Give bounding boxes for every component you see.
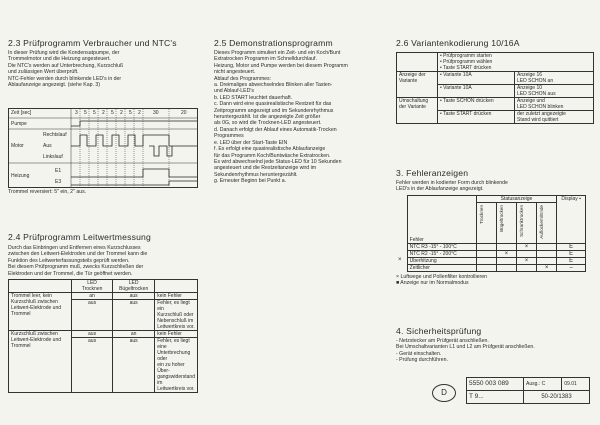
text-line: Bei diesem Prüfprogramm muß, zwecks Kurzschließen der <box>8 264 144 271</box>
text-line: Ablauf des Programmes: <box>214 75 272 82</box>
section-3-title: 3. Fehleranzeigen <box>396 168 469 178</box>
title-block <box>466 377 590 404</box>
table-cell: Kurzschluß zwischen Leitwert-Elektrode und Trommel <box>9 331 72 393</box>
table-cell: NTC R3 -15° - 100°C <box>407 243 476 250</box>
table-cell: NTC R2 -15° - 200°C <box>407 250 476 257</box>
model-label: T 9... <box>467 391 524 404</box>
table-cell: Fehler, es liegt eine Unterbrechung oder ein zu hoher Über- gangswiderstand im Leitwertkreis vor. <box>155 338 198 393</box>
table-cell: • Taste SCHON drücken <box>438 98 515 111</box>
row-label-e3: E3 <box>55 179 62 185</box>
table-cell: E <box>557 257 586 264</box>
text-line: - Prüfung durchführen. <box>396 357 448 364</box>
table-header: Bügeltrocken <box>496 202 516 243</box>
text-line: d. Danach erfolgt der Ablauf eines Automatik-Trocken <box>214 126 337 133</box>
table-cell: aus <box>113 338 155 393</box>
table-cell: aus <box>72 338 113 393</box>
table-cell: kein Fehler <box>155 331 198 338</box>
table-cell: Anzeige und LED SCHON blinken <box>515 98 594 111</box>
table-cell: Zeitlicher <box>407 264 476 271</box>
table-header <box>155 280 198 293</box>
text-line: Trommelmotor und die Heizung angesteuert. <box>8 56 111 63</box>
table-cell: Anzeige der Variante <box>397 72 438 98</box>
table-cell: Trommel leer, kein Kurzschluß zwischen Leitwert-Elektrode und Trommel <box>9 293 72 331</box>
edition-label: Ausg.: C <box>524 378 562 391</box>
section-2-4-title: 2.4 Prüfprogramm Leitwertmessung <box>8 232 152 242</box>
section-2-4 <box>8 232 198 393</box>
table-header: Schranktrocken <box>516 202 536 243</box>
section-2-5-title: 2.5 Demonstrationsprogramm <box>214 38 333 48</box>
table-cell: aus <box>72 300 113 331</box>
section-2-3-text <box>8 50 177 88</box>
table-cell: Anzeige 16 LED SCHON an <box>515 72 594 85</box>
table-header: Statusanzeige <box>476 195 557 202</box>
text-line: für das Programm Koch/Buntwäsche Extratrocken. <box>214 152 331 159</box>
table-cell <box>396 243 407 250</box>
table-row <box>397 53 594 72</box>
table-cell <box>496 243 516 250</box>
table-cell <box>396 264 407 271</box>
row-label-pumpe: Pumpe <box>11 121 27 127</box>
table-cell <box>537 250 557 257</box>
table-row <box>396 250 586 257</box>
table-cell: – <box>557 264 586 271</box>
text-line: heruntergezählt. Ist die angezeigte Zeit größer <box>214 114 321 121</box>
language-badge: D <box>432 384 456 402</box>
text-line: zwischen den Leitwert-Elektroden und der Trommel kann die <box>8 251 148 258</box>
section-2-3-title: 2.3 Prüfprogramm Verbraucher und NTC's <box>8 38 177 48</box>
table-cell: × <box>398 257 402 264</box>
text-line: Die NTC's werden auf Unterbrechung, Kurzschluß <box>8 62 124 69</box>
table-header: LED Trocknen <box>72 280 113 293</box>
table-cell <box>496 257 516 264</box>
note-line: ■ Anzeige nur im Normalmodus <box>396 280 469 287</box>
text-line: angesteuert und die Restzeitanzeige wird im <box>214 165 317 172</box>
table-cell: × <box>537 264 557 271</box>
table-row <box>467 391 590 404</box>
text-line: Bei Umschaltvarianten L1 und L2 am Prüfgerät anschließen. <box>396 344 535 351</box>
text-line: Sekundenrhythmus heruntergezählt. <box>214 171 298 178</box>
text-line: Durch das Einbringen und Entfernen eines Kurzschlusses <box>8 245 141 251</box>
section-2-5-text <box>214 50 390 185</box>
text-line: In dieser Prüfung wird die Kondensatpumpe, der <box>8 50 120 56</box>
text-line: c. Dann wird eine quasirealistische Restzeit für das <box>214 101 332 108</box>
text-line: und Ablauf-LED's <box>214 88 254 95</box>
table-cell <box>516 250 536 257</box>
leitwert-table <box>8 279 198 393</box>
text-line: Ablaufanzeige angezeigt. (siehe Kap. 3) <box>8 82 100 89</box>
table-cell: der zuletzt angezeigte Stand wird quittiert <box>515 111 594 124</box>
time-tick: 5 <box>111 110 114 116</box>
text-line: nicht angesteuert. <box>214 69 256 76</box>
section-4 <box>396 326 594 364</box>
table-cell: an <box>113 331 155 338</box>
text-line: Programmes <box>214 133 244 140</box>
text-line: f. Es erfolgt eine quasirealistische Ablaufanzeige <box>214 146 326 153</box>
text-line: als 0G, so wird die Trocknen-LED angesteuert. <box>214 120 322 127</box>
time-tick: 3 <box>75 110 78 116</box>
zeit-label: Zeit [sec] <box>11 110 32 116</box>
table-cell: an <box>72 293 113 300</box>
table-row <box>9 293 198 300</box>
table-cell <box>496 264 516 271</box>
document-code: 50-20/1383 <box>524 391 590 404</box>
row-label-rechtslauf: Rechtslauf <box>43 132 67 138</box>
time-tick: 5 <box>93 110 96 116</box>
table-cell <box>476 250 496 257</box>
time-tick: 2 <box>120 110 123 116</box>
table-cell: E <box>557 243 586 250</box>
table-cell: aus <box>72 331 113 338</box>
table-header-row <box>396 195 586 202</box>
table-cell: aus <box>113 300 155 331</box>
document-number: 5550 003 089 <box>467 378 524 391</box>
text-line: Zeitprogramm angezeigt und im Sekundenrhythmus <box>214 107 334 114</box>
section-2-3 <box>8 38 177 88</box>
table-cell <box>396 195 407 243</box>
table-cell <box>397 53 438 72</box>
text-line: Heizung, Motor und Pumpe werden bei diesem Programm <box>214 62 348 69</box>
list-item: • Prüfprogramm wählen <box>440 59 493 65</box>
section-2-6-title: 2.6 Variantenkodierung 10/16A <box>396 38 520 48</box>
text-line: g. Erneuter Beginn bei Punkt a. <box>214 178 287 185</box>
time-tick: 2 <box>102 110 105 116</box>
time-tick: 2 <box>138 110 141 116</box>
fehler-notes <box>396 274 594 287</box>
text-line: und zulässigen Wert überprüft. <box>8 69 79 76</box>
time-tick: 5 <box>84 110 87 116</box>
table-cell <box>537 257 557 264</box>
text-line: - Netzstecker am Prüfgerät anschließen. <box>396 338 489 344</box>
table-cell <box>476 243 496 250</box>
text-line: e. LED über der Start-Taste EIN <box>214 139 288 146</box>
text-line: LED's in der Ablaufanzeige angezeigt. <box>396 186 484 193</box>
table-cell: aus <box>113 293 155 300</box>
timing-diagram <box>8 108 198 188</box>
table-header: LED Bügeltrocken <box>113 280 155 293</box>
table-cell: • Variante 10A <box>438 72 515 85</box>
text-line: NTC-Fehler werden durch blinkende LED's in der <box>8 75 122 82</box>
table-cell: Fehler, es liegt ein Kurzschluß oder Nebenschluß im Leitwertkreis vor. <box>155 300 198 331</box>
table-header <box>9 280 72 293</box>
text-line: - Gerät einschalten. <box>396 350 442 357</box>
timing-diagram-graphic <box>9 109 197 187</box>
row-label-aus: Aus <box>43 143 52 149</box>
table-cell: Umschaltung der Variante <box>397 98 438 124</box>
table-header: Trocknen <box>476 202 496 243</box>
section-4-text <box>396 338 594 364</box>
table-cell: E <box>557 250 586 257</box>
fehler-table <box>396 195 586 272</box>
edition-date: 09.01 <box>562 378 590 391</box>
table-cell: • Taste START drücken <box>438 111 515 124</box>
table-header: Auflockern/Ende <box>537 202 557 243</box>
varianten-table <box>396 52 594 124</box>
table-cell: kein Fehler <box>155 293 198 300</box>
table-cell: × <box>516 257 536 264</box>
row-label-linkslauf: Linkslauf <box>43 154 63 160</box>
text-line: Elektroden und der Trommel, die Tür geöffnet werden. <box>8 270 133 277</box>
row-label-e1: E1 <box>55 168 62 174</box>
table-cell: Überhitzung <box>407 257 476 264</box>
table-header: Display ▪ <box>557 195 586 243</box>
text-line: a. Dreimaliges abwechselndes Blinken aller Tasten- <box>214 82 333 89</box>
table-cell: × <box>516 243 536 250</box>
table-cell: × <box>496 250 516 257</box>
row-label-motor: Motor <box>11 143 24 149</box>
section-3-text <box>396 180 594 193</box>
text-line: Es wird abwechselnd jede Status-LED für 10 Sekunden <box>214 158 342 165</box>
list-item: • Taste START drücken <box>440 65 492 71</box>
table-row <box>397 98 594 111</box>
text-line: Dieses Programm simuliert ein Zeit- und ein Koch/Bunt <box>214 50 341 56</box>
table-row <box>396 264 586 271</box>
table-row <box>396 257 586 264</box>
text-line: Extratrocken Programm im Schnelldurchlauf. <box>214 56 317 63</box>
text-line: b. LED START leuchtet dauerhaft. <box>214 94 293 101</box>
time-tick: 20 <box>181 110 187 116</box>
table-cell <box>396 250 407 257</box>
table-row <box>397 72 594 85</box>
row-label-heizung: Heizung <box>11 173 30 179</box>
section-2-5 <box>214 38 390 185</box>
table-header-row <box>9 280 198 293</box>
diagram-footer: Trommel reversiert: 5" ein, 2" aus. <box>8 189 87 195</box>
list-item: • Prüfprogramm starten <box>440 53 492 59</box>
table-cell <box>476 257 496 264</box>
section-3 <box>396 168 594 287</box>
time-tick: 5 <box>129 110 132 116</box>
section-4-title: 4. Sicherheitsprüfung <box>396 326 482 336</box>
time-tick: 30 <box>153 110 159 116</box>
table-header: Fehler <box>407 195 476 243</box>
table-cell <box>516 264 536 271</box>
table-cell <box>537 243 557 250</box>
table-cell: • Variante 10A <box>438 85 515 98</box>
note-line: × Luftwege und Pollenfilter kontrollieren <box>396 273 487 280</box>
table-row <box>467 378 590 391</box>
table-cell <box>438 53 594 72</box>
section-2-6 <box>396 38 594 124</box>
text-line: Funktion des Leitwerterfassungsteils geprüft werden. <box>8 257 130 264</box>
table-cell: Anzeige 10 LED SCHON aus <box>515 85 594 98</box>
section-2-4-text <box>8 245 198 277</box>
table-cell <box>476 264 496 271</box>
table-row <box>9 331 198 338</box>
table-row <box>396 243 586 250</box>
text-line: Fehler werden in kodierter Form durch blinkende <box>396 180 508 186</box>
